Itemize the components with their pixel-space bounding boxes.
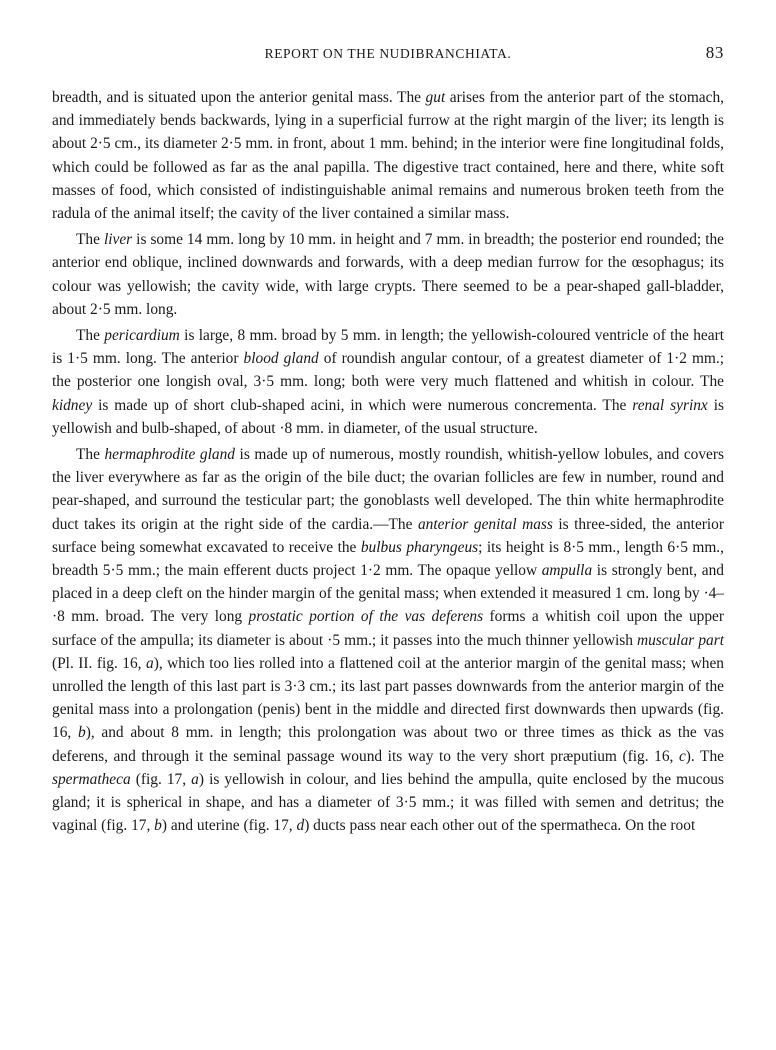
page-number: 83 (705, 43, 724, 62)
italic-term: pericardium (104, 327, 180, 345)
paragraph (52, 86, 724, 225)
paragraph (52, 228, 724, 321)
italic-term: renal syrinx (632, 396, 708, 414)
italic-term: blood gland (243, 350, 319, 368)
italic-term: c (678, 747, 686, 765)
italic-term: b (77, 724, 86, 742)
running-title: REPORT ON THE NUDIBRANCHIATA. (264, 46, 512, 61)
text-run: The (76, 231, 104, 249)
text-run: of roundish angular contour, of a greatest diameter of 1·2 mm.; the posterior one longish oval, 3·5 mm. long; both were very much flattened and whitish in colour. The (52, 350, 725, 391)
italic-term: liver (103, 231, 133, 249)
text-run: The (76, 327, 105, 345)
paragraph (52, 443, 724, 837)
text-run: is some 14 mm. long by 10 mm. in height and 7 mm. in breadth; the posterior end rounded; the anterior end oblique, inclined downwards and forwards, with a deep median furrow for the œsophagus; its colour was yellowish; the cavity wide, with large crypts. There seemed to be a pear-shaped gall-bladder, about 2·5 mm. long. (52, 231, 724, 318)
text-run: is strongly bent, and placed in a deep cleft on the hinder margin of the genital mass; when extended it measured 1 cm. long by ·4–·8 mm. broad. The very long (52, 562, 724, 626)
italic-term: anterior genital mass (417, 515, 553, 533)
text-run: arises from the anterior part of the stomach, and immediately bends backwards, lying in a superficial furrow at the right margin of the liver; its length is about 2·5 cm., its diameter 2·5 mm. in front, about 1 mm. behind; in the interior were fine longitudinal folds, which could be followed as far as the anal papilla. The digestive tract contained, here and there, white soft masses of food, which consisted of indistinguishable animal remains and numerous broken teeth from the radula of the animal itself; the cavity of the liver contained a similar mass. (52, 89, 724, 223)
text-run: is yellowish and bulb-shaped, of about ·8 mm. in diameter, of the usual structure. (52, 396, 724, 437)
paragraph (52, 324, 724, 440)
text-run: ). The (685, 747, 724, 765)
italic-term: kidney (52, 396, 93, 414)
text-run: ) ducts pass near each other out of the spermatheca. On the root (304, 817, 696, 835)
italic-term: a (146, 654, 154, 672)
text-run: is made up of numerous, mostly roundish, whitish-yellow lobules, and covers the liver everywhere as far as the origin of the bile duct; the ovarian follicles are few in number, round and pear-shaped, and surround the testicular part; the gonoblasts well developed. The thin white hermaphrodite duct takes its origin at the right side of the cardia.—The (52, 446, 724, 533)
italic-term: muscular part (636, 631, 724, 649)
italic-term: prostatic portion of the vas deferens (248, 608, 484, 626)
text-run: ) and uterine (fig. 17, (161, 817, 297, 835)
text-run: is made up of short club-shaped acini, in which were numerous concrementa. The (92, 396, 633, 414)
body-text (52, 86, 724, 841)
text-run: is large, 8 mm. broad by 5 mm. in length; the yellowish-coloured ventricle of the heart is 1·5 mm. long. The anterior (52, 327, 724, 368)
text-run: is three-sided, the anterior surface being somewhat excavated to receive the (52, 515, 724, 556)
italic-term: gut (425, 89, 446, 106)
italic-term: d (296, 817, 305, 835)
italic-term: bulbus pharyngeus (360, 538, 479, 556)
text-run: forms a whitish coil upon the upper surface of the ampulla; its diameter is about ·5 mm.; it passes into the much thinner yellowish (52, 608, 724, 649)
text-run: breadth, and is situated upon the anterior genital mass. The (52, 89, 426, 106)
running-head (52, 43, 724, 68)
text-run: ), which too lies rolled into a flattened coil at the anterior margin of the genital mass; when unrolled the length of this last part is 3·3 cm.; its last part passes downwards from the anterior margin of the genital mass into a prolongation (penis) bent in the middle and directed first downwards then upwards (fig. 16, (52, 654, 724, 742)
italic-term: ampulla (541, 562, 593, 580)
text-run: (fig. 17, (130, 770, 192, 788)
italic-term: b (154, 817, 162, 835)
italic-term: spermatheca (52, 770, 131, 788)
text-run: (Pl. II. fig. 16, (52, 654, 146, 672)
text-run: ) is yellowish in colour, and lies behind the ampulla, quite enclosed by the mucous gland; it is spherical in shape, and has a diameter of 3·5 mm.; it was filled with semen and detritus; the vaginal (fig. 17, (52, 770, 724, 835)
text-run: The (76, 446, 105, 464)
italic-term: a (191, 770, 199, 788)
text-run: ; its height is 8·5 mm., length 6·5 mm., breadth 5·5 mm.; the main efferent ducts project 1·2 mm. The opaque yellow (52, 538, 724, 580)
italic-term: hermaphrodite gland (104, 446, 235, 464)
text-run: ), and about 8 mm. in length; this prolongation was about two or three times as thick as the vas deferens, and through it the seminal passage wound its way to the very short præputium (fig. 16, (52, 724, 724, 765)
